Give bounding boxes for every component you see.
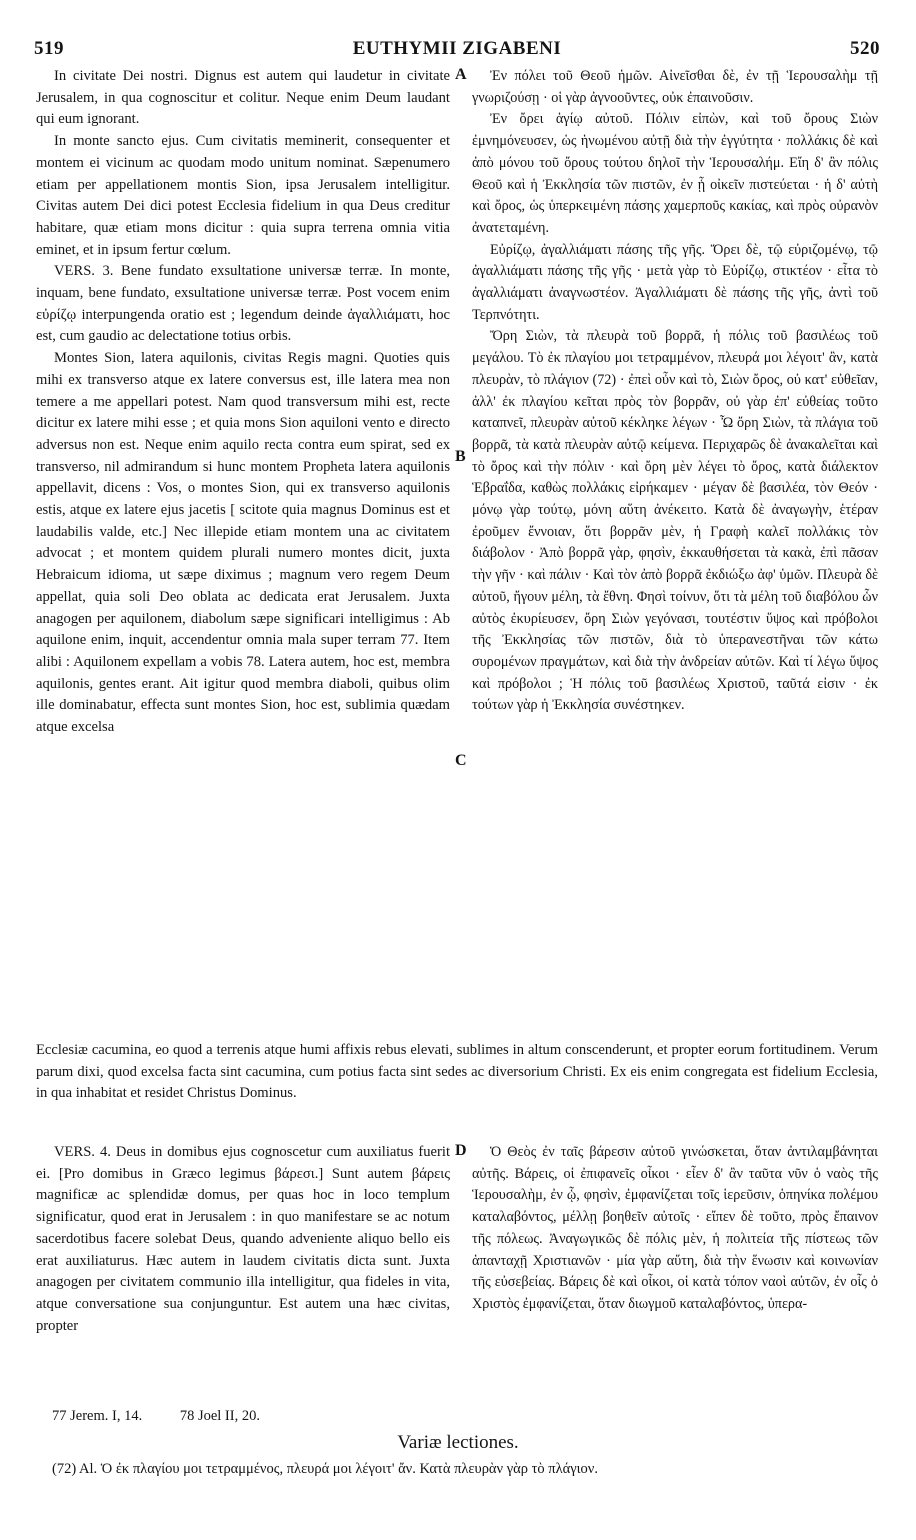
variant-reading: (72) Al. Ὁ ἐκ πλαγίου μοι τετραμμένος, πλευρά μοι λέγοιτ' ἄν. Κατὰ πλευρὰν γὰρ τὸ πλάγιον. bbox=[52, 1461, 598, 1477]
latin-paragraph: VERS. 3. Bene fundato exsultatione universæ terræ. In monte, inquam, bene fundato, exsultatione universæ terræ. Post vocem enim εὐρίζῳ interpungenda oratio est ; legendum deinde ἀγαλλιάματι, hoc est, cum gaudio ac delectatione totius orbis. bbox=[36, 263, 450, 345]
page-number-right: 520 bbox=[850, 38, 880, 59]
footnote: 78 Joel II, 20. bbox=[179, 1408, 260, 1424]
latin-column-upper bbox=[36, 66, 450, 739]
running-title: EUTHYMII ZIGABENI bbox=[352, 38, 562, 59]
footnote: 77 Jerem. I, 14. bbox=[52, 1408, 143, 1424]
latin-paragraph: In civitate Dei nostri. Dignus est autem qui laudetur in civitate Jerusalem, in qua cognoscitur et colitur. Neque enim Deum laudant qui eum ignorant. bbox=[36, 68, 450, 128]
variae-lectiones-heading: Variæ lectiones. bbox=[397, 1432, 519, 1453]
greek-paragraph: Ὁ Θεὸς ἐν ταῖς βάρεσιν αὐτοῦ γινώσκεται, ὅταν ἀντιλαμβάνηται αὐτῆς. Βάρεις, οἱ ἐπιφανεῖς οἶκοι · εἶεν δ' ἂν ταῦτα νῦν ὁ ναὸς τῆς Ἱερουσαλὴμ, ἐν ᾧ, φησὶν, ἐμφανίζεται τοῖς ἱερεῦσιν, ὁπηνίκα πολέμου καταλαβόντος, μέλλῃ βοηθεῖν αὐτοῖς · εἴπεν δὲ τοῦτο, πρὸς ἔπαινον τῆς πόλεως. Ἀναγωγικῶς δὲ πόλις μὲν, ἡ πολιτεία τῆς πίστεως τῶν ἁπανταχῇ Χριστιανῶν · μία γὰρ αὕτη, διὰ τὴν ἕνωσιν καὶ κοινωνίαν τῆς εὐσεβείας. Βάρεις δὲ καὶ οἶκοι, οἱ κατὰ τόπον ναοὶ αὐτῶν, ἐν οἷς ὁ Χριστὸς ἐμφανίζεται, ὅταν διωγμοῦ καταλαβόντος, ὑπερα- bbox=[472, 1144, 878, 1312]
greek-paragraph: Εὐρίζῳ, ἀγαλλιάματι πάσης τῆς γῆς. Ὄρει δὲ, τῷ εὐριζομένῳ, τῷ ἀγαλλιάματι πάσης τῆς γῆς · μετὰ γὰρ τὸ Εὐρίζῳ, στικτέον · εἶτα τὸ ἀγαλλιάματι ἀναγνωστέον. Ἀγαλλιάματι δὲ πάσης τῆς γῆς, ἀντὶ τοῦ Τερπνότητι. bbox=[472, 241, 878, 323]
margin-letter-c: C bbox=[455, 752, 467, 769]
page-header bbox=[34, 38, 880, 64]
greek-paragraph: Ἐν πόλει τοῦ Θεοῦ ἡμῶν. Αἰνεῖσθαι δὲ, ἐν τῇ Ἱερουσαλὴμ τῇ γνωριζούσῃ · οἱ γὰρ ἀγνοοῦντες, οὐκ ἐπαινοῦσιν. bbox=[472, 68, 878, 106]
greek-column-lower bbox=[472, 1142, 878, 1316]
latin-column-lower bbox=[36, 1142, 450, 1337]
margin-letter-a: A bbox=[455, 66, 467, 83]
margin-letter-d: D bbox=[455, 1142, 467, 1159]
latin-full-width-block bbox=[36, 1040, 878, 1105]
latin-paragraph: In monte sancto ejus. Cum civitatis meminerit, consequenter et montem ei vicinum ac quodam modo unitum nominat. Sæpenumero etiam per appellationem montis Sion, ipsa Jerusalem intelligitur. Civitas autem Dei dici potest Ecclesia fidelium in qua Deus creditur habitare, quæ etiam mons dicitur : quia supra terrena omnia vitia eminet, et in ipsum fertur cœlum. bbox=[36, 133, 450, 258]
latin-paragraph: Ecclesiæ cacumina, eo quod a terrenis atque humi affixis rebus elevati, sublimes in altum conscenderunt, et propter eorum fortitudinem. Verum parum dixi, quod excelsa facta sint cacumina, cum potius facta sint sedes ac diversorium Christi. Ex eis enim congregata est fidelium Ecclesia, in qua inhabitat et residet Christus Dominus. bbox=[36, 1042, 878, 1102]
margin-letter-b: B bbox=[455, 448, 466, 465]
page-number-left: 519 bbox=[34, 38, 64, 59]
footnotes bbox=[52, 1408, 294, 1425]
greek-paragraph: Ἐν ὄρει ἁγίῳ αὐτοῦ. Πόλιν εἰπὼν, καὶ τοῦ ὄρους Σιὼν ἐμνημόνευσεν, ὡς ἡνωμένου αὐτῇ διὰ τὴν ἐγγύτητα · πολλάκις δὲ καὶ ἀπὸ μόνου τοῦ ὄρους τούτου δηλοῖ τὴν Ἱερουσαλήμ. Εἴη δ' ἂν πόλις Θεοῦ καὶ ἡ Ἐκκλησία τῶν πιστῶν, ἐν ᾗ οἰκεῖν πιστεύεται · ἡ δ' αὐτὴ καὶ ὄρος, ὡς ὑπερκειμένη πάσης χαμερποῦς κακίας, καὶ πρὸς οὐρανὸν ἀνατεταμένη. bbox=[472, 111, 878, 236]
greek-column-upper bbox=[472, 66, 878, 717]
greek-paragraph: Ὄρη Σιὼν, τὰ πλευρὰ τοῦ βορρᾶ, ἡ πόλις τοῦ βασιλέως τοῦ μεγάλου. Τὸ ἐκ πλαγίου μοι τετραμμένον, πλευρά μοι λέγοιτ' ἂν, κατὰ πλευρὰν, τὸ πλάγιον (72) · ἐπεὶ οὖν καὶ τὸ, Σιὼν ὄρος, οὐ κατ' εὐθεῖαν, ἀλλ' ἐκ πλαγίου κεῖται πρὸς τὸν βορρᾶν, οὐ γὰρ ἐπ' εὐθείας τοῦτο καταπνεῖ, πλευρὰν αὐτοῦ κέκληκε λέγων · Ὦ ὄρη Σιὼν, τὰ πλάγια τοῦ βορρᾶ, τὰ κατὰ πλευρὰν αὐτῷ κείμενα. Περιχαρῶς δὲ ἀνακαλεῖται καὶ τὸ ὄρος καὶ τὴν πόλιν · καὶ ὄρη μὲν λέγει τὸ ὄρος, κατὰ διάλεκτον Ἑβραΐδα, καθὼς πολλάκις εἰρήκαμεν · μέγαν δὲ βασιλέα, τὸν Θεόν · μόνῳ γὰρ τούτῳ, μόνη αὕτη ἀνέκειτο. Κατὰ δὲ ἀναγωγὴν, ἑτέραν ἐροῦμεν ἔννοιαν, ὅτι βορρᾶν μὲν, ἡ Γραφὴ καλεῖ πολλάκις τὸν διάβολον · Ἀπὸ βορρᾶ γὰρ, φησὶν, ἐκκαυθήσεται τὰ κακὰ, ἐπὶ πᾶσαν τὴν γῆν · καὶ πάλιν · Καὶ τὸν ἀπὸ βορρᾶ ἐκδιώξω ἀφ' ὑμῶν. Πλευρὰ δὲ αὐτοῦ, ἤγουν μέλη, τὰ ἔθνη. Φησὶ τοίνυν, ὅτι τὰ μέλη τοῦ διαβόλου ὧν αὐτὸς ἐκυρίευσεν, ὄρη Σιὼν γεγόνασι, τουτέστιν ὕψος καὶ πρόβολοι τῆς Ἐκκλησίας τῶν πιστῶν, διὰ τὸ ὑπερανεστῆναι τῶν κάτω συρομένων πραγμάτων, καὶ διὰ τὴν ἀνδρείαν αὐτῶν. Καὶ τί λέγω ὕψος καὶ πρόβολοι ; Ἡ πόλις τοῦ βασιλέως Χριστοῦ, ταῦτά εἰσιν · ἐκ τούτων γὰρ ἡ Ἐκκλησία συνέστηκεν. bbox=[472, 328, 878, 714]
latin-paragraph: VERS. 4. Deus in domibus ejus cognoscetur cum auxiliatus fuerit ei. [Pro domibus in Græco legimus βάρεσι.] Sunt autem βάρεις magnificæ ac splendidæ domus, per quas hoc in loco templum significatur, quod erat in Jerusalem : in quo manifestare se ac notum sacerdotibus facere solebat Deus, quando adveniente aliquo bello eis erat auxiliaturus. Hæc autem in laudem civitatis dicta sunt. Juxta anagogen per civitatem communio illa intelligitur, qua fideles in vita, atque conversatione sua conjunguntur. Est autem una hæc civitas, propter bbox=[36, 1144, 450, 1334]
latin-paragraph: Montes Sion, latera aquilonis, civitas Regis magni. Quoties quis mihi ex transverso atque ex latere conversus est, ille latera mea non temere a me appellari potest. Nam quod transversum mihi est, recte dicitur ex latere mihi esse ; et quia mons Sion aquiloni vento e directo adversus non est. Neque enim aquilo recta contra eum spirat, sed ex transverso, nil admirandum si hunc montem Propheta latera aquilonis appellavit, dicens : Vos, o montes Sion, qui ex transverso aquilonis estis, atque ex latere ejus jacetis [ scitote quia magnus Dominus est et laudabilis valde, etc.] Nec illepide etiam montem una ac civitatem advocat ; et montem quidem plurali numero montes dicit, juxta Hebraicum idioma, ut sæpe diximus ; magnum vero regem Deum appellat, quia soli Deo oblata ac dedicata erat Jerusalem. Juxta anagogen per aquilonem, diabolum sæpe significari intelligimus : Ab aquilone enim, inquit, accendentur omnia mala super terram 77. Item alibi : Aquilonem expellam a vobis 78. Latera autem, hoc est, membra aquilonis, gentes erant. Ait igitur quod membra diaboli, quibus olim ille dominabatur, effecta sunt montes Sion, hoc est, sublimia quædam atque excelsa bbox=[36, 350, 450, 736]
